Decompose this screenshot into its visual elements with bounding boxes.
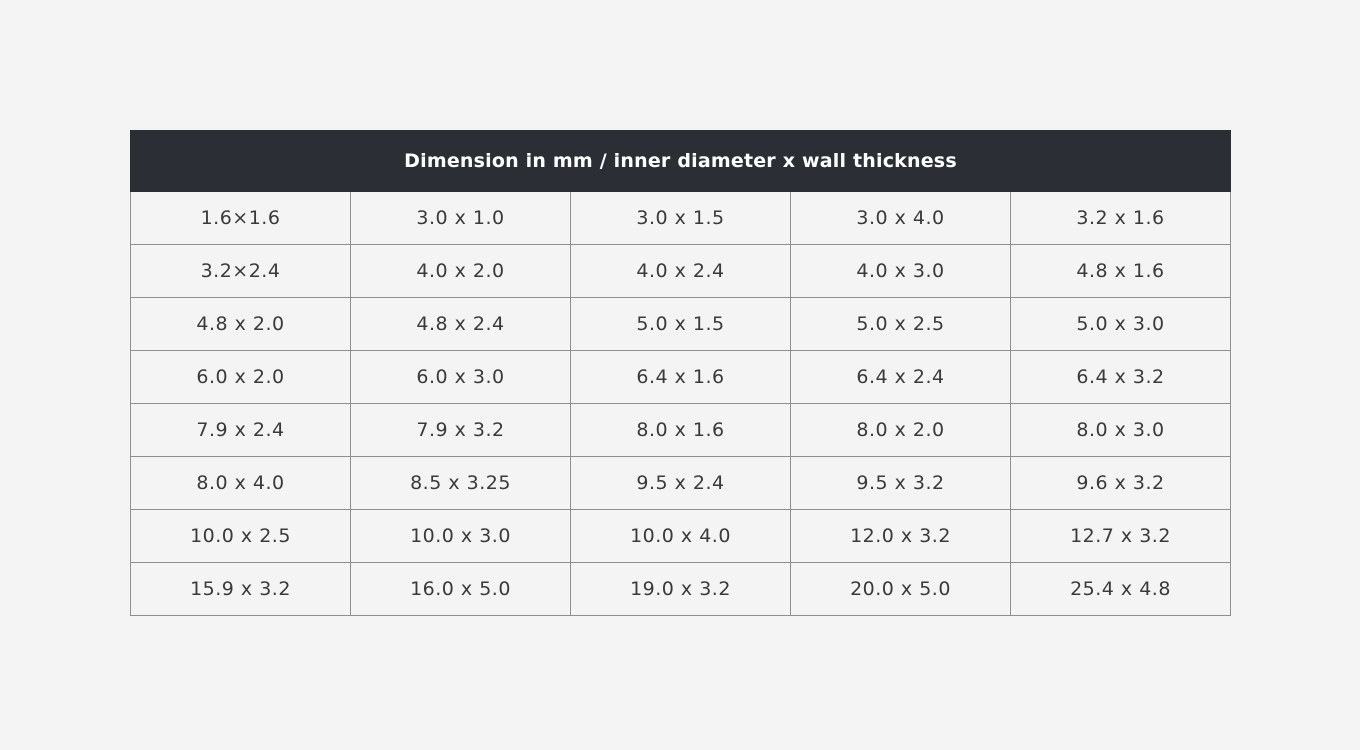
table-cell: 3.0 x 1.0 (351, 192, 571, 245)
table-cell: 5.0 x 2.5 (791, 298, 1011, 351)
table-cell: 3.0 x 4.0 (791, 192, 1011, 245)
table-header-row (131, 131, 1231, 192)
table-cell: 3.2 x 1.6 (1011, 192, 1231, 245)
table-cell: 20.0 x 5.0 (791, 563, 1011, 616)
table-cell: 16.0 x 5.0 (351, 563, 571, 616)
table-row (131, 457, 1231, 510)
table-row (131, 351, 1231, 404)
table-cell: 6.4 x 3.2 (1011, 351, 1231, 404)
table-cell: 4.0 x 2.4 (571, 245, 791, 298)
table-cell: 4.8 x 2.4 (351, 298, 571, 351)
table-cell: 12.0 x 3.2 (791, 510, 1011, 563)
table-cell: 1.6×1.6 (131, 192, 351, 245)
table-cell: 10.0 x 4.0 (571, 510, 791, 563)
table-cell: 10.0 x 3.0 (351, 510, 571, 563)
table-cell: 4.0 x 3.0 (791, 245, 1011, 298)
table-cell: 8.0 x 3.0 (1011, 404, 1231, 457)
table-cell: 5.0 x 3.0 (1011, 298, 1231, 351)
table-cell: 9.6 x 3.2 (1011, 457, 1231, 510)
table-cell: 6.0 x 2.0 (131, 351, 351, 404)
table-cell: 3.0 x 1.5 (571, 192, 791, 245)
table-cell: 6.0 x 3.0 (351, 351, 571, 404)
table-cell: 4.8 x 2.0 (131, 298, 351, 351)
table-cell: 3.2×2.4 (131, 245, 351, 298)
table-cell: 19.0 x 3.2 (571, 563, 791, 616)
table-cell: 8.0 x 4.0 (131, 457, 351, 510)
table-cell: 9.5 x 2.4 (571, 457, 791, 510)
table-cell: 7.9 x 2.4 (131, 404, 351, 457)
table-cell: 6.4 x 2.4 (791, 351, 1011, 404)
table-row (131, 192, 1231, 245)
table-cell: 8.5 x 3.25 (351, 457, 571, 510)
table-cell: 10.0 x 2.5 (131, 510, 351, 563)
table-cell: 4.0 x 2.0 (351, 245, 571, 298)
table-cell: 8.0 x 2.0 (791, 404, 1011, 457)
table-cell: 4.8 x 1.6 (1011, 245, 1231, 298)
table-row (131, 298, 1231, 351)
table-row (131, 245, 1231, 298)
table-row (131, 404, 1231, 457)
table-cell: 25.4 x 4.8 (1011, 563, 1231, 616)
dimension-table (130, 130, 1231, 616)
table-cell: 5.0 x 1.5 (571, 298, 791, 351)
table-cell: 9.5 x 3.2 (791, 457, 1011, 510)
table-row (131, 510, 1231, 563)
table-cell: 7.9 x 3.2 (351, 404, 571, 457)
table-row (131, 563, 1231, 616)
table-cell: 6.4 x 1.6 (571, 351, 791, 404)
table-header: Dimension in mm / inner diameter x wall thickness (131, 131, 1231, 192)
table-cell: 8.0 x 1.6 (571, 404, 791, 457)
table-cell: 12.7 x 3.2 (1011, 510, 1231, 563)
table-cell: 15.9 x 3.2 (131, 563, 351, 616)
